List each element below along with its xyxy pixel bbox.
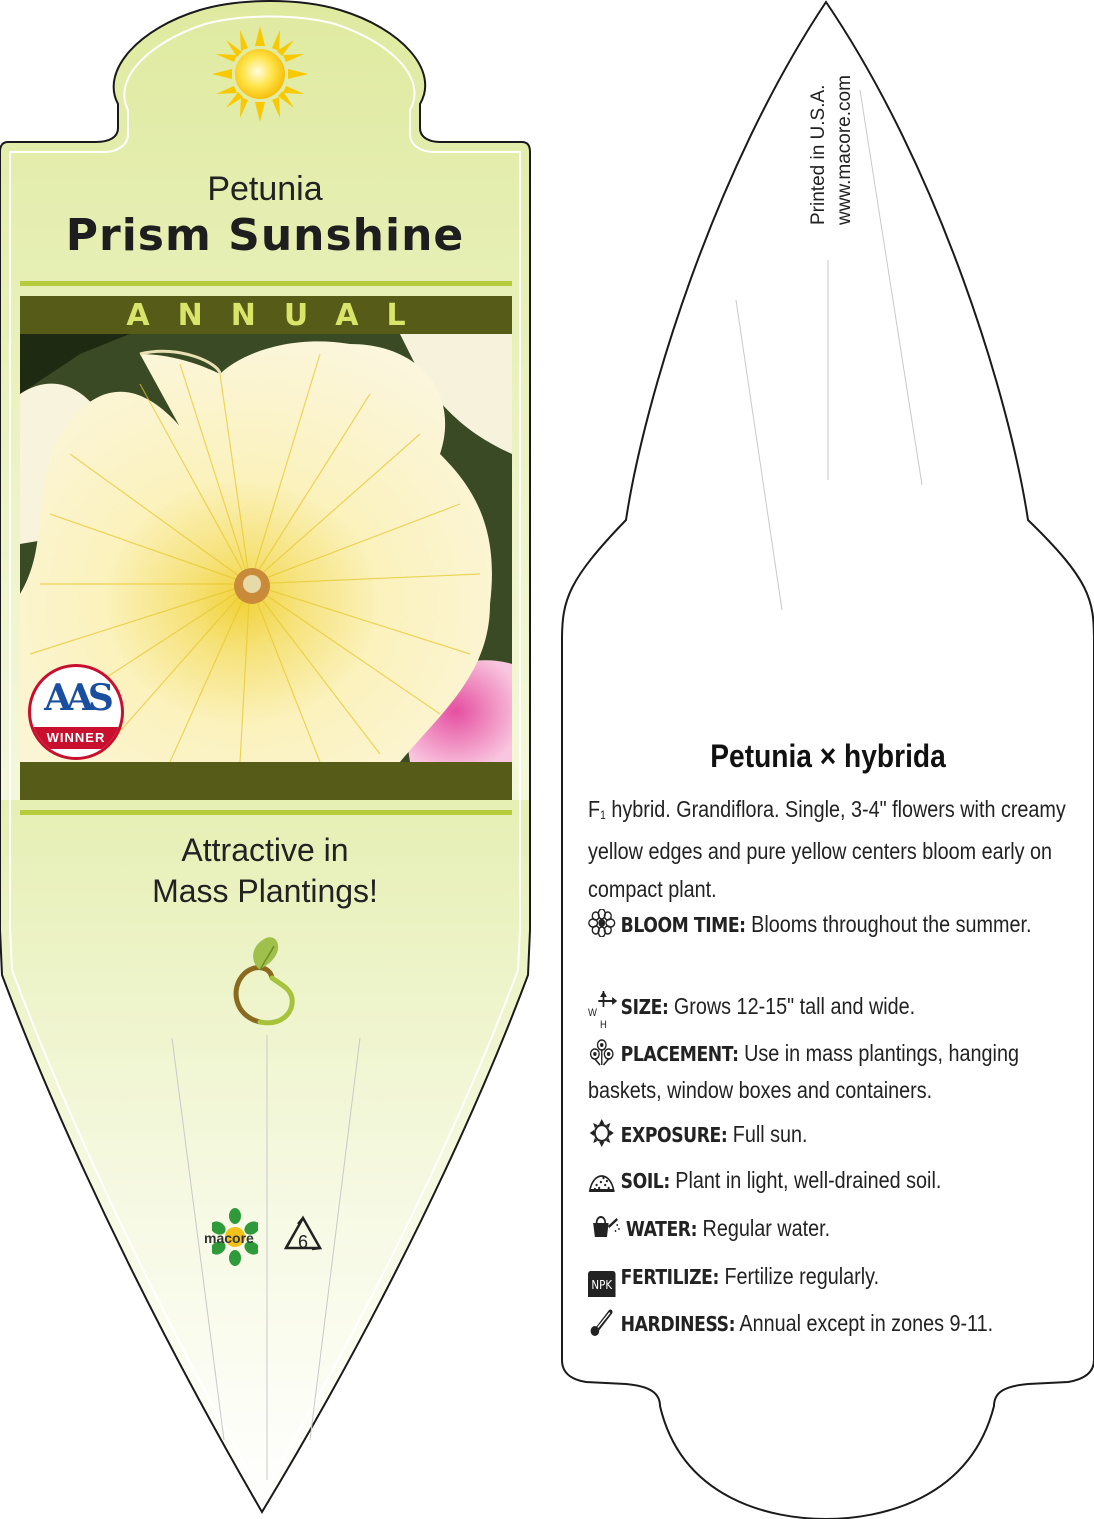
care-fertilize [588,1258,1070,1297]
care-label: PLACEMENT: [620,1042,739,1066]
desc-sub: 1 [600,808,606,822]
aas-letters: AAS [44,677,108,719]
care-hardiness [588,1305,1070,1342]
plant-description [588,790,1070,908]
tagline [0,830,530,912]
care-text: Full sun. [727,1121,808,1147]
care-text: Blooms throughout the summer. [745,911,1032,937]
care-label: EXPOSURE: [620,1123,728,1147]
macore-brand: macore [204,1230,254,1246]
plant-variety: Prism Sunshine [65,210,465,261]
care-text: Grows 12-15" tall and wide. [668,993,916,1019]
recycle-code: 6 [297,1232,308,1252]
sprout-logo-icon [230,932,302,1028]
watering-can-icon [588,1213,621,1241]
care-soil [588,1162,1070,1199]
thermometer-icon [588,1308,616,1336]
care-size [588,988,1070,1031]
category-band [20,296,512,334]
care-text: Fertilize regularly. [718,1263,880,1289]
fertilizer-icon: NPK [588,1271,616,1297]
tagline-line-2: Mass Plantings! [152,873,378,909]
aas-ribbon: WINNER [31,727,121,749]
flower-icon [588,909,616,937]
title-rule [20,281,512,286]
sun-icon [588,1119,616,1147]
care-label: HARDINESS: [620,1312,736,1336]
care-text: Plant in light, well-drained soil. [669,1167,942,1193]
photo-bottom-band [20,762,512,800]
size-icon [588,991,617,1031]
care-label: FERTILIZE: [620,1265,719,1289]
size-icon-h: H [600,1019,607,1031]
placement-icon [588,1038,616,1066]
care-exposure [588,1116,1070,1153]
printed-info [806,75,858,225]
soil-icon [588,1165,616,1193]
care-text: Annual except in zones 9-11. [735,1310,994,1336]
care-placement [588,1035,1070,1108]
size-icon-w: W [588,1007,597,1019]
plant-genus: Petunia [207,170,323,208]
care-label: WATER: [625,1217,698,1241]
desc-prefix: F [588,796,601,822]
desc-text: hybrid. Grandiflora. Single, 3-4" flowers with creamy yellow edges and pure yellow centers bloom early on compact plant. [588,796,1066,902]
sun-logo-icon [212,26,308,122]
care-text: Regular water. [697,1215,831,1241]
botanical-name: Petunia × hybrida [710,738,946,774]
category-label: ANNUAL [126,297,434,333]
tagline-rule [20,810,512,815]
care-bloom-time [588,906,1070,943]
printed-line-2: www.macore.com [834,75,855,225]
care-label: SOIL: [620,1169,670,1193]
care-label: SIZE: [620,995,669,1019]
care-text: Use in mass plantings, hanging baskets, window boxes and containers. [588,1040,1019,1103]
care-label: BLOOM TIME: [620,913,746,937]
printed-line-1: Printed in U.S.A. [808,84,829,225]
aas-winner-badge [28,664,124,760]
tagline-line-1: Attractive in [181,832,349,868]
care-water [588,1210,1070,1247]
